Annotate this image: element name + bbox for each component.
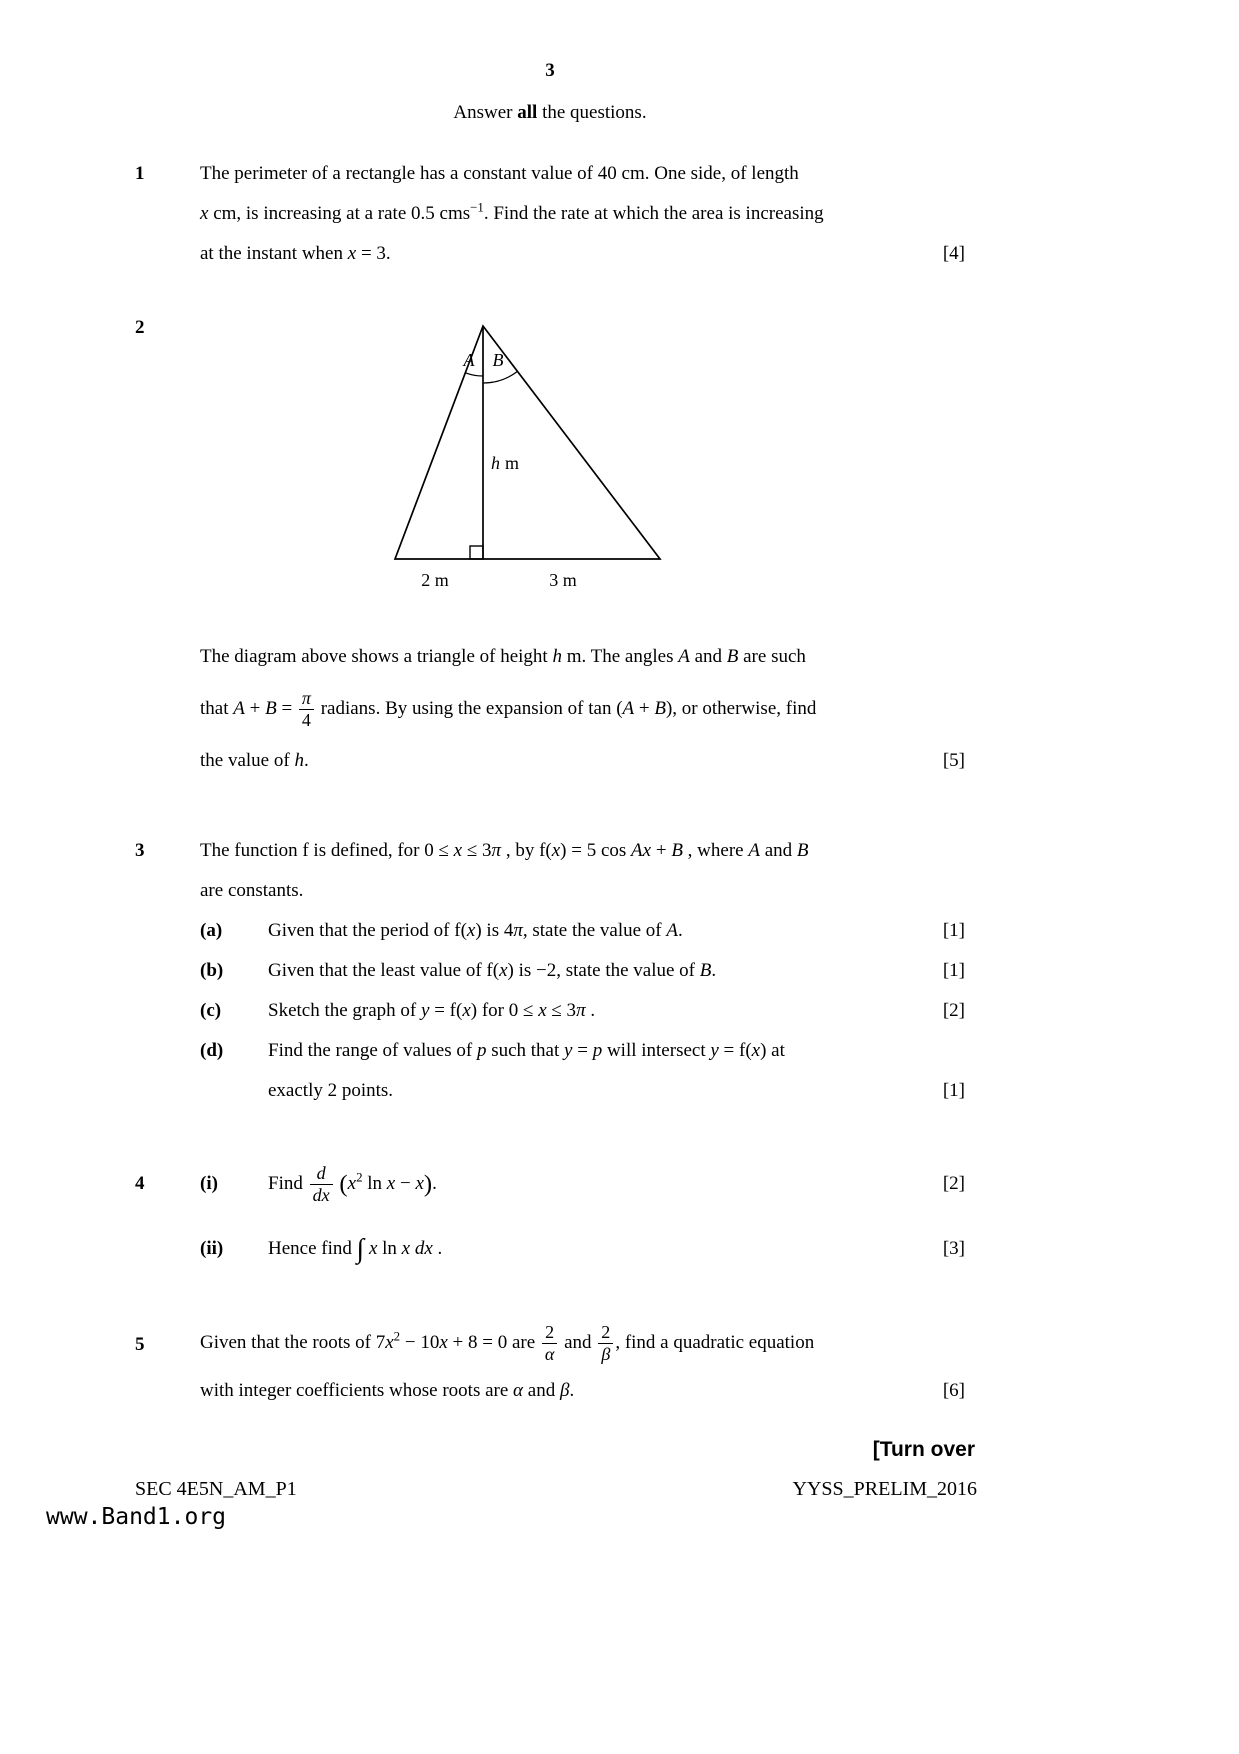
q4-part-ii-marks: [3]	[942, 1238, 965, 1259]
q2-marks: [5]	[942, 750, 965, 771]
angle-arc-a	[465, 373, 483, 376]
q3-part-b-label: (b)	[200, 960, 224, 981]
q1-line-3-text: at the instant when x = 3.	[200, 243, 391, 264]
q5-line-2	[200, 1369, 965, 1413]
q3-part-d-line-1-text: Find the range of values of p such that y = p will intersect y = f(x) at	[268, 1040, 785, 1061]
question-3-number: 3	[135, 840, 145, 861]
q3-part-d	[200, 1031, 965, 1111]
right-angle-mark	[470, 546, 483, 559]
q4-part-i	[200, 1151, 965, 1217]
q4-part-i-body	[268, 1151, 965, 1217]
q5-marks: [6]	[942, 1380, 965, 1401]
q1-line-2-text: x cm, is increasing at a rate 0.5 cms$^{-1}$. Find the rate at which the area is increasing	[200, 199, 824, 224]
question-2-body	[200, 308, 965, 787]
q3-part-a-label: (a)	[200, 920, 223, 941]
q4-part-ii-line	[268, 1223, 965, 1275]
q1-line-3	[200, 234, 965, 274]
q4-part-ii-body	[268, 1223, 965, 1275]
q3-part-c	[200, 991, 965, 1031]
q2-line-3	[200, 735, 965, 787]
q3-part-c-text: Sketch the graph of y = f(x) for 0 ≤ x ≤ 3π .	[268, 1000, 596, 1021]
q3-part-d-line-2	[268, 1071, 965, 1111]
q4-part-i-text: Find $\frac{d}{dx}$ ($x^2$ ln x − x).	[268, 1163, 437, 1206]
q4-part-ii	[200, 1223, 965, 1275]
q2-line-1	[200, 631, 965, 683]
q4-part-ii-text: Hence find ∫ x ln x dx .	[268, 1232, 443, 1264]
triangle-diagram	[385, 314, 695, 599]
page-number: 3	[545, 60, 555, 81]
q3-part-a-line	[268, 911, 965, 951]
q3-part-c-marks: [2]	[942, 1000, 965, 1021]
q3-part-c-label: (c)	[200, 1000, 222, 1021]
q3-intro-line-1	[200, 831, 965, 871]
footer-ids	[135, 1478, 977, 1501]
exam-code: YYSS_PRELIM_2016	[792, 1478, 977, 1500]
q5-line-1-text: Given that the roots of $7x^2 - 10x + 8 = 0$ are $\frac{2}{\alpha}$ and $\frac{2}{\beta}$ , find a quadratic equation	[200, 1322, 815, 1365]
q2-line-1-text: The diagram above shows a triangle of height h m. The angles A and B are such	[200, 646, 806, 667]
q3-part-c-body	[268, 991, 965, 1031]
paper-code: SEC 4E5N_AM_P1	[135, 1478, 297, 1500]
q3-part-d-body	[268, 1031, 965, 1111]
turn-over-note: [Turn over	[872, 1438, 975, 1461]
q4-part-i-line	[268, 1151, 965, 1217]
angle-a-label: A	[463, 350, 475, 370]
q3-part-b-text: Given that the least value of f(x) is −2, state the value of B.	[268, 960, 717, 981]
q3-intro-line-2	[200, 871, 965, 911]
triangle-outline	[395, 326, 660, 559]
q3-part-d-label: (d)	[200, 1040, 224, 1061]
q2-line-3-text: the value of h.	[200, 750, 309, 771]
watermark: www.Band1.org	[46, 1504, 227, 1530]
q3-part-b-marks: [1]	[942, 960, 965, 981]
q3-part-b-body	[268, 951, 965, 991]
q3-part-c-line	[268, 991, 965, 1031]
question-5	[135, 1317, 965, 1413]
q4-part-ii-label: (ii)	[200, 1238, 224, 1259]
q2-line-2-text: that A + B = $\frac{\pi}{4}$ radians. By using the expansion of tan (A + B), or otherwise, find	[200, 688, 817, 731]
question-4-body	[200, 1151, 965, 1275]
question-3	[135, 831, 965, 1111]
q3-part-b	[200, 951, 965, 991]
q4-part-i-label: (i)	[200, 1173, 218, 1194]
triangle-diagram-wrap	[385, 314, 965, 605]
q5-line-2-text: with integer coefficients whose roots are α and β.	[200, 1380, 575, 1401]
q4-part-i-marks: [2]	[942, 1173, 965, 1194]
base-left-label: 2 m	[421, 570, 449, 590]
q1-line-1	[200, 154, 965, 194]
q1-marks: [4]	[942, 243, 965, 264]
question-5-body	[200, 1317, 965, 1413]
question-1	[135, 154, 965, 274]
angle-arc-b	[483, 371, 518, 383]
angle-b-label: B	[492, 350, 504, 370]
height-label: h m	[491, 453, 520, 473]
question-4	[135, 1151, 965, 1275]
q3-part-a-text: Given that the period of f(x) is 4π, state the value of A.	[268, 920, 683, 941]
q3-part-d-line-1	[268, 1031, 965, 1071]
q3-part-d-marks: [1]	[942, 1080, 965, 1101]
q1-line-1-text: The perimeter of a rectangle has a constant value of 40 cm. One side, of length	[200, 163, 799, 184]
q3-part-b-line	[268, 951, 965, 991]
q3-part-a	[200, 911, 965, 951]
question-2-number: 2	[135, 317, 145, 338]
q3-part-a-body	[268, 911, 965, 951]
base-right-label: 3 m	[549, 570, 577, 590]
question-3-body	[200, 831, 965, 1111]
q2-line-2	[200, 683, 965, 735]
question-1-body	[200, 154, 965, 274]
q1-line-2	[200, 194, 965, 234]
q3-intro-line-1-text: The function f is defined, for 0 ≤ x ≤ 3π , by f(x) = 5 cos Ax + B , where A and B	[200, 840, 809, 861]
question-5-number: 5	[135, 1334, 145, 1355]
q3-part-d-line-2-text: exactly 2 points.	[268, 1080, 394, 1101]
answer-instruction: Answer all the questions.	[453, 102, 647, 123]
q5-line-1	[200, 1317, 965, 1369]
question-1-number: 1	[135, 163, 145, 184]
question-2	[135, 308, 965, 787]
question-4-number: 4	[135, 1173, 145, 1194]
q3-part-a-marks: [1]	[942, 920, 965, 941]
q3-intro-line-2-text: are constants.	[200, 880, 304, 901]
